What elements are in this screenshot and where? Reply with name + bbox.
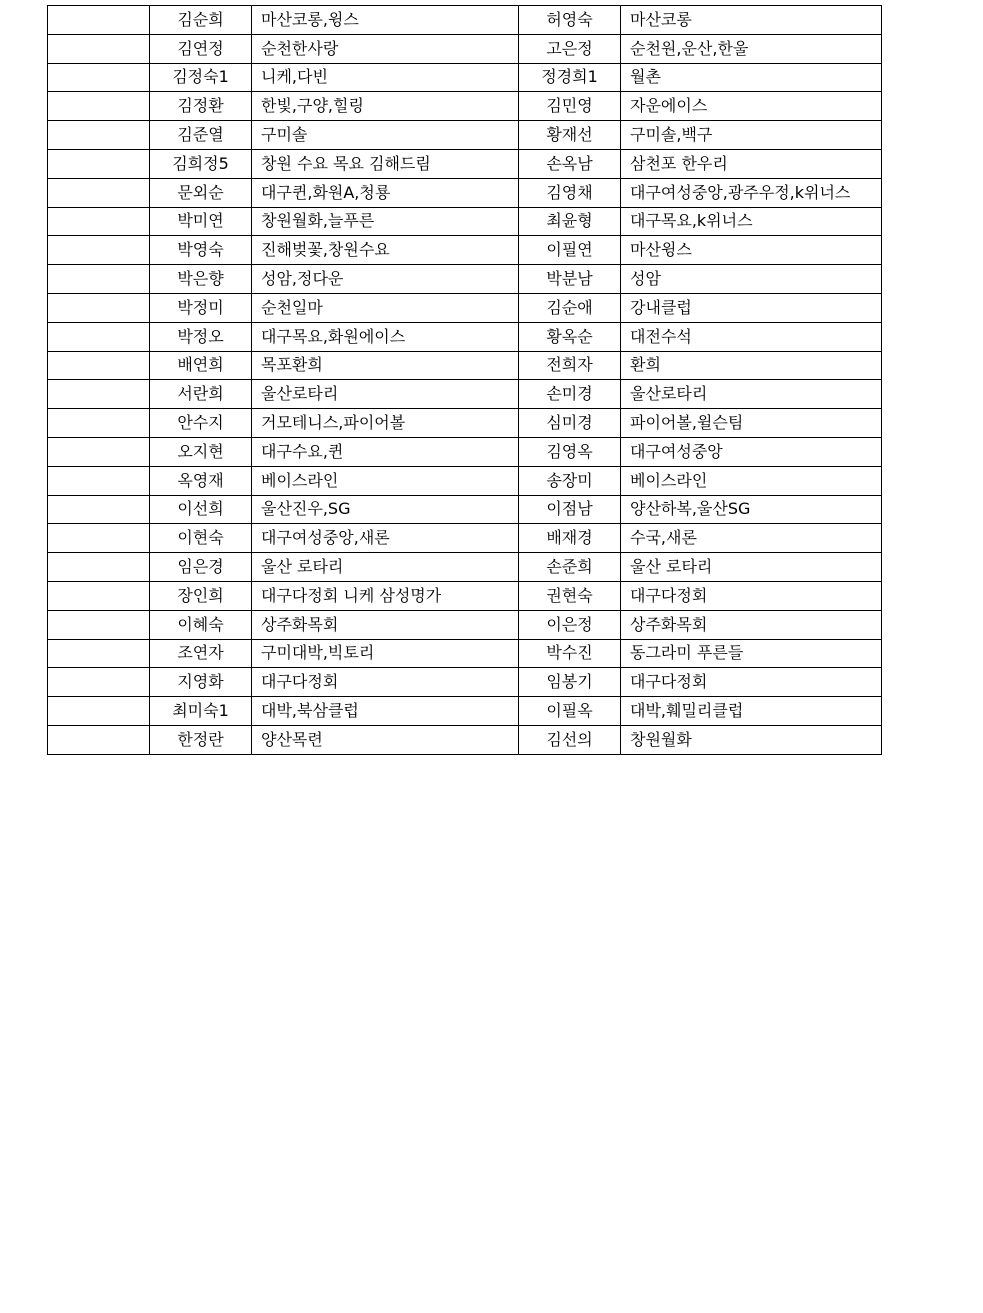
- blank-cell: [48, 178, 150, 207]
- table-row: [48, 236, 882, 265]
- blank-cell: [48, 697, 150, 726]
- player1-club-cell: 거모테니스,파이어볼: [252, 409, 519, 438]
- blank-cell: [48, 92, 150, 121]
- player2-name-cell: 김영채: [519, 178, 621, 207]
- player1-club-cell: 니케,다빈: [252, 63, 519, 92]
- player1-name-cell: 조연자: [150, 639, 252, 668]
- player2-name-cell: 고은정: [519, 34, 621, 63]
- player2-club-cell: 상주화목회: [621, 610, 882, 639]
- blank-cell: [48, 293, 150, 322]
- player2-club-cell: 대구다정회: [621, 581, 882, 610]
- player2-club-cell: 수국,새론: [621, 524, 882, 553]
- player2-name-cell: 최윤형: [519, 207, 621, 236]
- player1-club-cell: 성암,정다운: [252, 265, 519, 294]
- blank-cell: [48, 639, 150, 668]
- table-row: [48, 322, 882, 351]
- player2-club-cell: 베이스라인: [621, 466, 882, 495]
- player2-name-cell: 박분남: [519, 265, 621, 294]
- roster-body: [48, 6, 882, 755]
- player1-name-cell: 김희정5: [150, 149, 252, 178]
- player1-name-cell: 김정숙1: [150, 63, 252, 92]
- player2-name-cell: 권현숙: [519, 581, 621, 610]
- player2-club-cell: 양산하복,울산SG: [621, 495, 882, 524]
- player1-club-cell: 순천한사랑: [252, 34, 519, 63]
- player1-name-cell: 안수지: [150, 409, 252, 438]
- player1-name-cell: 박은향: [150, 265, 252, 294]
- table-row: [48, 437, 882, 466]
- table-row: [48, 6, 882, 35]
- player1-club-cell: 울산 로타리: [252, 553, 519, 582]
- table-row: [48, 495, 882, 524]
- player1-name-cell: 박정미: [150, 293, 252, 322]
- player2-club-cell: 자운에이스: [621, 92, 882, 121]
- table-row: [48, 178, 882, 207]
- player2-club-cell: 대구여성중앙,광주우정,k위너스: [621, 178, 882, 207]
- player2-club-cell: 울산 로타리: [621, 553, 882, 582]
- blank-cell: [48, 322, 150, 351]
- player1-club-cell: 대구다정회: [252, 668, 519, 697]
- player1-name-cell: 오지현: [150, 437, 252, 466]
- table-row: [48, 524, 882, 553]
- player2-name-cell: 정경희1: [519, 63, 621, 92]
- player1-name-cell: 최미숙1: [150, 697, 252, 726]
- player2-club-cell: 마산코롱: [621, 6, 882, 35]
- player1-club-cell: 창원 수요 목요 김해드림: [252, 149, 519, 178]
- table-row: [48, 351, 882, 380]
- blank-cell: [48, 63, 150, 92]
- player1-club-cell: 대구여성중앙,새론: [252, 524, 519, 553]
- blank-cell: [48, 34, 150, 63]
- player1-club-cell: 대구목요,화원에이스: [252, 322, 519, 351]
- table-row: [48, 553, 882, 582]
- table-row: [48, 466, 882, 495]
- player1-club-cell: 상주화목회: [252, 610, 519, 639]
- player1-club-cell: 구미솔: [252, 121, 519, 150]
- player1-club-cell: 대구다정회 니케 삼성명가: [252, 581, 519, 610]
- player2-name-cell: 황재선: [519, 121, 621, 150]
- player2-name-cell: 김순애: [519, 293, 621, 322]
- blank-cell: [48, 610, 150, 639]
- table-row: [48, 63, 882, 92]
- blank-cell: [48, 351, 150, 380]
- player2-name-cell: 이필옥: [519, 697, 621, 726]
- player2-name-cell: 이필연: [519, 236, 621, 265]
- player1-name-cell: 문외순: [150, 178, 252, 207]
- player1-name-cell: 이혜숙: [150, 610, 252, 639]
- table-row: [48, 121, 882, 150]
- player2-club-cell: 파이어볼,윌슨팀: [621, 409, 882, 438]
- player1-club-cell: 한빛,구양,힐링: [252, 92, 519, 121]
- player1-name-cell: 김순희: [150, 6, 252, 35]
- table-row: [48, 409, 882, 438]
- roster-table: [47, 5, 882, 755]
- player1-club-cell: 창원월화,늘푸른: [252, 207, 519, 236]
- player2-club-cell: 구미솔,백구: [621, 121, 882, 150]
- player1-club-cell: 구미대박,빅토리: [252, 639, 519, 668]
- table-row: [48, 581, 882, 610]
- blank-cell: [48, 149, 150, 178]
- table-row: [48, 725, 882, 754]
- table-row: [48, 34, 882, 63]
- table-row: [48, 92, 882, 121]
- blank-cell: [48, 553, 150, 582]
- player2-club-cell: 성암: [621, 265, 882, 294]
- player2-name-cell: 황옥순: [519, 322, 621, 351]
- blank-cell: [48, 409, 150, 438]
- table-row: [48, 668, 882, 697]
- player2-club-cell: 환희: [621, 351, 882, 380]
- player2-name-cell: 송장미: [519, 466, 621, 495]
- player2-club-cell: 순천원,운산,한울: [621, 34, 882, 63]
- player2-name-cell: 손준희: [519, 553, 621, 582]
- table-row: [48, 265, 882, 294]
- player2-club-cell: 월촌: [621, 63, 882, 92]
- player2-club-cell: 대박,훼밀리클럽: [621, 697, 882, 726]
- player2-name-cell: 이점남: [519, 495, 621, 524]
- player1-club-cell: 울산로타리: [252, 380, 519, 409]
- blank-cell: [48, 380, 150, 409]
- blank-cell: [48, 495, 150, 524]
- table-row: [48, 697, 882, 726]
- blank-cell: [48, 207, 150, 236]
- player1-club-cell: 순천일마: [252, 293, 519, 322]
- player2-name-cell: 손미경: [519, 380, 621, 409]
- player1-club-cell: 대구수요,퀸: [252, 437, 519, 466]
- table-row: [48, 380, 882, 409]
- player2-name-cell: 김민영: [519, 92, 621, 121]
- player2-club-cell: 대구다정회: [621, 668, 882, 697]
- player1-name-cell: 한정란: [150, 725, 252, 754]
- player1-name-cell: 이현숙: [150, 524, 252, 553]
- player2-club-cell: 동그라미 푸른들: [621, 639, 882, 668]
- player1-name-cell: 지영화: [150, 668, 252, 697]
- blank-cell: [48, 6, 150, 35]
- table-row: [48, 293, 882, 322]
- player2-name-cell: 배재경: [519, 524, 621, 553]
- blank-cell: [48, 668, 150, 697]
- player2-name-cell: 박수진: [519, 639, 621, 668]
- player2-name-cell: 이은정: [519, 610, 621, 639]
- blank-cell: [48, 121, 150, 150]
- player1-name-cell: 이선희: [150, 495, 252, 524]
- player2-club-cell: 울산로타리: [621, 380, 882, 409]
- player2-name-cell: 손옥남: [519, 149, 621, 178]
- table-row: [48, 639, 882, 668]
- player1-club-cell: 대박,북삼클럽: [252, 697, 519, 726]
- player1-name-cell: 배연희: [150, 351, 252, 380]
- player1-club-cell: 대구퀸,화원A,청룡: [252, 178, 519, 207]
- player1-name-cell: 박정오: [150, 322, 252, 351]
- player2-name-cell: 김선의: [519, 725, 621, 754]
- player2-club-cell: 대구여성중앙: [621, 437, 882, 466]
- player2-club-cell: 대구목요,k위너스: [621, 207, 882, 236]
- blank-cell: [48, 466, 150, 495]
- player2-name-cell: 심미경: [519, 409, 621, 438]
- player1-club-cell: 목포환희: [252, 351, 519, 380]
- player1-name-cell: 옥영재: [150, 466, 252, 495]
- player1-club-cell: 마산코롱,윙스: [252, 6, 519, 35]
- player1-club-cell: 베이스라인: [252, 466, 519, 495]
- player1-name-cell: 서란희: [150, 380, 252, 409]
- player1-name-cell: 박영숙: [150, 236, 252, 265]
- blank-cell: [48, 524, 150, 553]
- player2-name-cell: 허영숙: [519, 6, 621, 35]
- player2-name-cell: 김영옥: [519, 437, 621, 466]
- blank-cell: [48, 265, 150, 294]
- player2-name-cell: 전희자: [519, 351, 621, 380]
- blank-cell: [48, 437, 150, 466]
- player1-club-cell: 양산목련: [252, 725, 519, 754]
- player1-name-cell: 임은경: [150, 553, 252, 582]
- player2-club-cell: 마산윙스: [621, 236, 882, 265]
- table-row: [48, 610, 882, 639]
- player1-name-cell: 김준열: [150, 121, 252, 150]
- player2-club-cell: 창원월화: [621, 725, 882, 754]
- player1-name-cell: 장인희: [150, 581, 252, 610]
- player2-club-cell: 삼천포 한우리: [621, 149, 882, 178]
- player2-club-cell: 강내클럽: [621, 293, 882, 322]
- blank-cell: [48, 725, 150, 754]
- player1-club-cell: 울산진우,SG: [252, 495, 519, 524]
- blank-cell: [48, 236, 150, 265]
- player2-club-cell: 대전수석: [621, 322, 882, 351]
- table-row: [48, 207, 882, 236]
- player2-name-cell: 임봉기: [519, 668, 621, 697]
- table-row: [48, 149, 882, 178]
- player1-club-cell: 진해벚꽃,창원수요: [252, 236, 519, 265]
- player1-name-cell: 김연정: [150, 34, 252, 63]
- player1-name-cell: 박미연: [150, 207, 252, 236]
- blank-cell: [48, 581, 150, 610]
- player1-name-cell: 김정환: [150, 92, 252, 121]
